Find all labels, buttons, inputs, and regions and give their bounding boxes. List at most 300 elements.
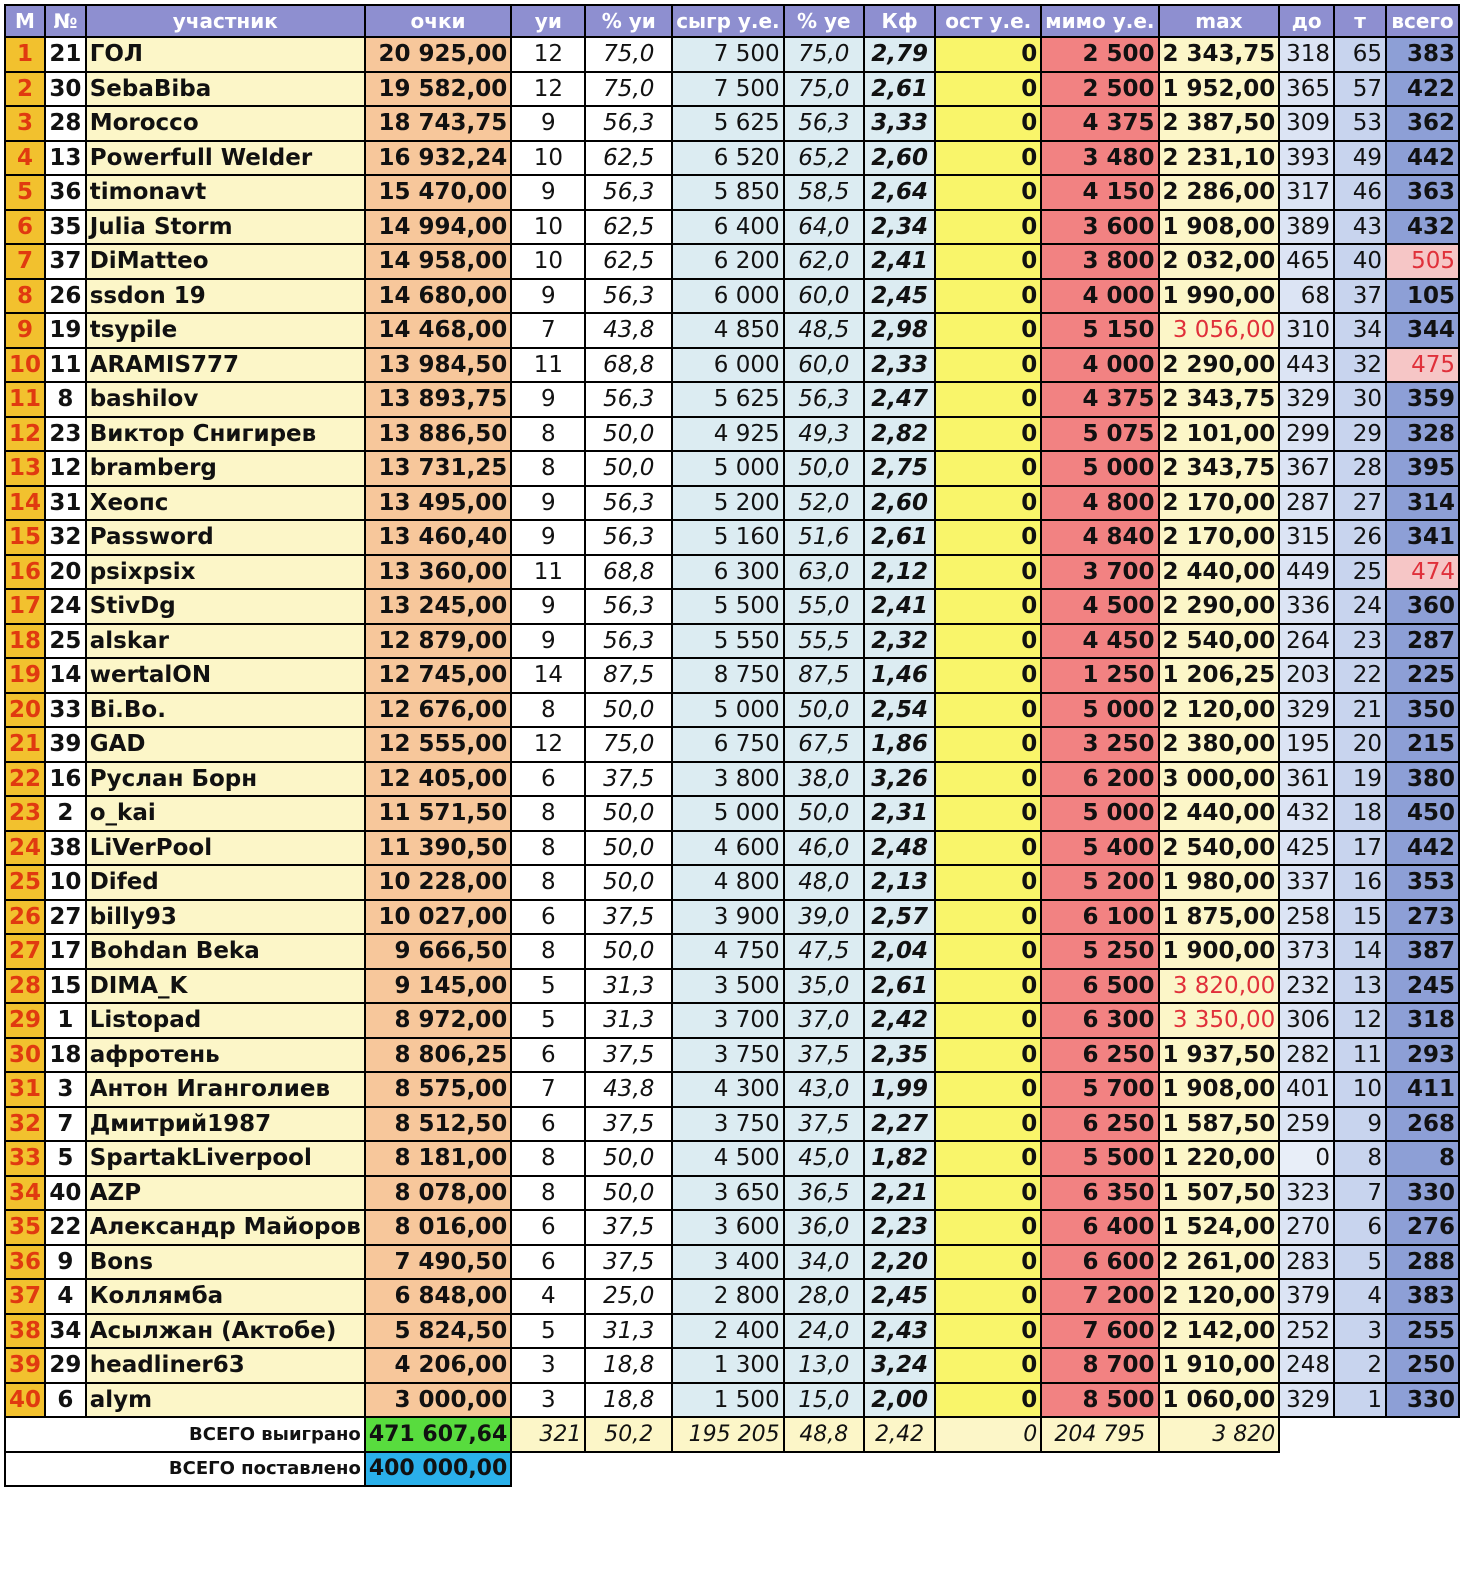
played-units-cell[interactable]: 3 750 <box>672 1107 783 1142</box>
ui-cell[interactable]: 5 <box>511 1314 585 1349</box>
coefficient-cell[interactable]: 3,26 <box>864 762 935 797</box>
max-cell[interactable]: 2 343,75 <box>1159 382 1280 417</box>
points-cell[interactable]: 13 460,40 <box>365 520 511 555</box>
units-percent-cell[interactable]: 38,0 <box>784 762 864 797</box>
remaining-units-cell[interactable]: 0 <box>935 1245 1041 1280</box>
ui-cell[interactable]: 10 <box>511 210 585 245</box>
missed-units-cell[interactable]: 4 375 <box>1041 106 1158 141</box>
coefficient-cell[interactable]: 2,75 <box>864 451 935 486</box>
max-cell[interactable]: 2 170,00 <box>1159 520 1280 555</box>
missed-units-cell[interactable]: 5 000 <box>1041 796 1158 831</box>
t-cell[interactable]: 17 <box>1334 831 1386 866</box>
max-cell[interactable]: 2 231,10 <box>1159 141 1280 176</box>
number-cell[interactable]: 20 <box>45 555 86 590</box>
ui-cell[interactable]: 7 <box>511 1072 585 1107</box>
played-units-cell[interactable]: 5 000 <box>672 693 783 728</box>
col-header-total[interactable]: всего <box>1386 5 1459 37</box>
max-cell[interactable]: 1 908,00 <box>1159 1072 1280 1107</box>
points-cell[interactable]: 12 405,00 <box>365 762 511 797</box>
coefficient-cell[interactable]: 1,46 <box>864 658 935 693</box>
max-cell[interactable]: 1 900,00 <box>1159 934 1280 969</box>
units-percent-cell[interactable]: 75,0 <box>784 72 864 107</box>
units-percent-cell[interactable]: 48,5 <box>784 313 864 348</box>
t-cell[interactable]: 34 <box>1334 313 1386 348</box>
units-percent-cell[interactable]: 37,0 <box>784 1003 864 1038</box>
number-cell[interactable]: 25 <box>45 624 86 659</box>
coefficient-cell[interactable]: 2,41 <box>864 244 935 279</box>
number-cell[interactable]: 38 <box>45 831 86 866</box>
total-cell[interactable]: 273 <box>1386 900 1459 935</box>
place-cell[interactable]: 15 <box>5 520 45 555</box>
place-cell[interactable]: 3 <box>5 106 45 141</box>
missed-units-cell[interactable]: 6 100 <box>1041 900 1158 935</box>
do-cell[interactable]: 393 <box>1279 141 1334 176</box>
do-cell[interactable]: 329 <box>1279 693 1334 728</box>
max-cell[interactable]: 3 056,00 <box>1159 313 1280 348</box>
max-cell[interactable]: 2 290,00 <box>1159 348 1280 383</box>
ui-cell[interactable]: 8 <box>511 1141 585 1176</box>
place-cell[interactable]: 24 <box>5 831 45 866</box>
participant-name-cell[interactable]: ГОЛ <box>86 37 365 72</box>
ui-cell[interactable]: 11 <box>511 348 585 383</box>
t-cell[interactable]: 65 <box>1334 37 1386 72</box>
units-percent-cell[interactable]: 43,0 <box>784 1072 864 1107</box>
participant-name-cell[interactable]: Difed <box>86 865 365 900</box>
place-cell[interactable]: 19 <box>5 658 45 693</box>
units-percent-cell[interactable]: 55,0 <box>784 589 864 624</box>
t-cell[interactable]: 53 <box>1334 106 1386 141</box>
units-percent-cell[interactable]: 56,3 <box>784 382 864 417</box>
max-cell[interactable]: 2 387,50 <box>1159 106 1280 141</box>
played-units-cell[interactable]: 4 925 <box>672 417 783 452</box>
points-cell[interactable]: 14 468,00 <box>365 313 511 348</box>
units-percent-cell[interactable]: 60,0 <box>784 279 864 314</box>
points-cell[interactable]: 13 886,50 <box>365 417 511 452</box>
place-cell[interactable]: 32 <box>5 1107 45 1142</box>
ui-percent-cell[interactable]: 37,5 <box>585 900 672 935</box>
points-cell[interactable]: 8 806,25 <box>365 1038 511 1073</box>
units-percent-cell[interactable]: 36,0 <box>784 1210 864 1245</box>
points-cell[interactable]: 8 016,00 <box>365 1210 511 1245</box>
remaining-units-cell[interactable]: 0 <box>935 1383 1041 1418</box>
total-cell[interactable]: 344 <box>1386 313 1459 348</box>
points-cell[interactable]: 8 181,00 <box>365 1141 511 1176</box>
place-cell[interactable]: 23 <box>5 796 45 831</box>
summary-played-units[interactable]: 195 205 <box>672 1417 783 1452</box>
t-cell[interactable]: 7 <box>1334 1176 1386 1211</box>
ui-cell[interactable]: 6 <box>511 762 585 797</box>
max-cell[interactable]: 2 540,00 <box>1159 831 1280 866</box>
place-cell[interactable]: 7 <box>5 244 45 279</box>
missed-units-cell[interactable]: 6 250 <box>1041 1038 1158 1073</box>
total-cell[interactable]: 442 <box>1386 141 1459 176</box>
do-cell[interactable]: 401 <box>1279 1072 1334 1107</box>
coefficient-cell[interactable]: 2,54 <box>864 693 935 728</box>
participant-name-cell[interactable]: ARAMIS777 <box>86 348 365 383</box>
units-percent-cell[interactable]: 64,0 <box>784 210 864 245</box>
ui-cell[interactable]: 9 <box>511 624 585 659</box>
missed-units-cell[interactable]: 6 500 <box>1041 969 1158 1004</box>
coefficient-cell[interactable]: 2,48 <box>864 831 935 866</box>
max-cell[interactable]: 2 540,00 <box>1159 624 1280 659</box>
ui-cell[interactable]: 10 <box>511 244 585 279</box>
participant-name-cell[interactable]: Julia Storm <box>86 210 365 245</box>
played-units-cell[interactable]: 7 500 <box>672 72 783 107</box>
played-units-cell[interactable]: 6 000 <box>672 279 783 314</box>
coefficient-cell[interactable]: 2,45 <box>864 1279 935 1314</box>
units-percent-cell[interactable]: 46,0 <box>784 831 864 866</box>
coefficient-cell[interactable]: 2,82 <box>864 417 935 452</box>
ui-percent-cell[interactable]: 50,0 <box>585 865 672 900</box>
place-cell[interactable]: 36 <box>5 1245 45 1280</box>
participant-name-cell[interactable]: SebaBiba <box>86 72 365 107</box>
remaining-units-cell[interactable]: 0 <box>935 1348 1041 1383</box>
units-percent-cell[interactable]: 37,5 <box>784 1038 864 1073</box>
t-cell[interactable]: 19 <box>1334 762 1386 797</box>
do-cell[interactable]: 425 <box>1279 831 1334 866</box>
max-cell[interactable]: 3 820,00 <box>1159 969 1280 1004</box>
missed-units-cell[interactable]: 5 000 <box>1041 451 1158 486</box>
place-cell[interactable]: 29 <box>5 1003 45 1038</box>
points-cell[interactable]: 12 879,00 <box>365 624 511 659</box>
place-cell[interactable]: 4 <box>5 141 45 176</box>
ui-cell[interactable]: 6 <box>511 1038 585 1073</box>
coefficient-cell[interactable]: 2,45 <box>864 279 935 314</box>
remaining-units-cell[interactable]: 0 <box>935 1038 1041 1073</box>
number-cell[interactable]: 15 <box>45 969 86 1004</box>
missed-units-cell[interactable]: 6 300 <box>1041 1003 1158 1038</box>
do-cell[interactable]: 373 <box>1279 934 1334 969</box>
total-cell[interactable]: 475 <box>1386 348 1459 383</box>
ui-percent-cell[interactable]: 37,5 <box>585 1107 672 1142</box>
remaining-units-cell[interactable]: 0 <box>935 175 1041 210</box>
place-cell[interactable]: 18 <box>5 624 45 659</box>
place-cell[interactable]: 16 <box>5 555 45 590</box>
missed-units-cell[interactable]: 5 075 <box>1041 417 1158 452</box>
coefficient-cell[interactable]: 2,61 <box>864 520 935 555</box>
remaining-units-cell[interactable]: 0 <box>935 969 1041 1004</box>
summary-units-percent[interactable]: 48,8 <box>784 1417 864 1452</box>
coefficient-cell[interactable]: 2,27 <box>864 1107 935 1142</box>
remaining-units-cell[interactable]: 0 <box>935 1107 1041 1142</box>
do-cell[interactable]: 389 <box>1279 210 1334 245</box>
ui-percent-cell[interactable]: 75,0 <box>585 37 672 72</box>
remaining-units-cell[interactable]: 0 <box>935 313 1041 348</box>
missed-units-cell[interactable]: 5 700 <box>1041 1072 1158 1107</box>
total-cell[interactable]: 383 <box>1386 37 1459 72</box>
units-percent-cell[interactable]: 39,0 <box>784 900 864 935</box>
coefficient-cell[interactable]: 2,20 <box>864 1245 935 1280</box>
missed-units-cell[interactable]: 4 500 <box>1041 589 1158 624</box>
missed-units-cell[interactable]: 2 500 <box>1041 72 1158 107</box>
remaining-units-cell[interactable]: 0 <box>935 727 1041 762</box>
col-header-missed-units[interactable]: мимо у.е. <box>1041 5 1158 37</box>
total-cell[interactable]: 276 <box>1386 1210 1459 1245</box>
do-cell[interactable]: 0 <box>1279 1141 1334 1176</box>
t-cell[interactable]: 29 <box>1334 417 1386 452</box>
ui-percent-cell[interactable]: 37,5 <box>585 1210 672 1245</box>
played-units-cell[interactable]: 6 300 <box>672 555 783 590</box>
units-percent-cell[interactable]: 55,5 <box>784 624 864 659</box>
max-cell[interactable]: 1 587,50 <box>1159 1107 1280 1142</box>
remaining-units-cell[interactable]: 0 <box>935 279 1041 314</box>
units-percent-cell[interactable]: 35,0 <box>784 969 864 1004</box>
coefficient-cell[interactable]: 2,00 <box>864 1383 935 1418</box>
points-cell[interactable]: 18 743,75 <box>365 106 511 141</box>
units-percent-cell[interactable]: 36,5 <box>784 1176 864 1211</box>
units-percent-cell[interactable]: 75,0 <box>784 37 864 72</box>
played-units-cell[interactable]: 6 520 <box>672 141 783 176</box>
max-cell[interactable]: 2 380,00 <box>1159 727 1280 762</box>
total-cell[interactable]: 341 <box>1386 520 1459 555</box>
do-cell[interactable]: 248 <box>1279 1348 1334 1383</box>
ui-cell[interactable]: 4 <box>511 1279 585 1314</box>
ui-cell[interactable]: 6 <box>511 1107 585 1142</box>
place-cell[interactable]: 17 <box>5 589 45 624</box>
remaining-units-cell[interactable]: 0 <box>935 141 1041 176</box>
col-header-participant[interactable]: участник <box>86 5 365 37</box>
ui-cell[interactable]: 9 <box>511 106 585 141</box>
participant-name-cell[interactable]: LiVerPool <box>86 831 365 866</box>
played-units-cell[interactable]: 4 600 <box>672 831 783 866</box>
total-cell[interactable]: 360 <box>1386 589 1459 624</box>
t-cell[interactable]: 32 <box>1334 348 1386 383</box>
remaining-units-cell[interactable]: 0 <box>935 762 1041 797</box>
t-cell[interactable]: 14 <box>1334 934 1386 969</box>
total-cell[interactable]: 268 <box>1386 1107 1459 1142</box>
number-cell[interactable]: 17 <box>45 934 86 969</box>
remaining-units-cell[interactable]: 0 <box>935 624 1041 659</box>
do-cell[interactable]: 283 <box>1279 1245 1334 1280</box>
ui-cell[interactable]: 8 <box>511 1176 585 1211</box>
do-cell[interactable]: 299 <box>1279 417 1334 452</box>
ui-percent-cell[interactable]: 56,3 <box>585 589 672 624</box>
max-cell[interactable]: 2 120,00 <box>1159 1279 1280 1314</box>
missed-units-cell[interactable]: 5 500 <box>1041 1141 1158 1176</box>
ui-percent-cell[interactable]: 31,3 <box>585 1314 672 1349</box>
t-cell[interactable]: 15 <box>1334 900 1386 935</box>
do-cell[interactable]: 323 <box>1279 1176 1334 1211</box>
coefficient-cell[interactable]: 1,82 <box>864 1141 935 1176</box>
place-cell[interactable]: 9 <box>5 313 45 348</box>
ui-percent-cell[interactable]: 56,3 <box>585 486 672 521</box>
t-cell[interactable]: 22 <box>1334 658 1386 693</box>
total-cell[interactable]: 225 <box>1386 658 1459 693</box>
points-cell[interactable]: 10 228,00 <box>365 865 511 900</box>
number-cell[interactable]: 33 <box>45 693 86 728</box>
do-cell[interactable]: 465 <box>1279 244 1334 279</box>
ui-cell[interactable]: 5 <box>511 1003 585 1038</box>
do-cell[interactable]: 361 <box>1279 762 1334 797</box>
missed-units-cell[interactable]: 7 600 <box>1041 1314 1158 1349</box>
played-units-cell[interactable]: 3 500 <box>672 969 783 1004</box>
max-cell[interactable]: 2 343,75 <box>1159 451 1280 486</box>
total-cell[interactable]: 505 <box>1386 244 1459 279</box>
number-cell[interactable]: 39 <box>45 727 86 762</box>
do-cell[interactable]: 282 <box>1279 1038 1334 1073</box>
place-cell[interactable]: 37 <box>5 1279 45 1314</box>
total-cell[interactable]: 450 <box>1386 796 1459 831</box>
points-cell[interactable]: 20 925,00 <box>365 37 511 72</box>
col-header-played-units[interactable]: сыгр у.е. <box>672 5 783 37</box>
max-cell[interactable]: 2 440,00 <box>1159 555 1280 590</box>
remaining-units-cell[interactable]: 0 <box>935 348 1041 383</box>
units-percent-cell[interactable]: 50,0 <box>784 796 864 831</box>
t-cell[interactable]: 9 <box>1334 1107 1386 1142</box>
units-percent-cell[interactable]: 63,0 <box>784 555 864 590</box>
max-cell[interactable]: 1 507,50 <box>1159 1176 1280 1211</box>
number-cell[interactable]: 27 <box>45 900 86 935</box>
number-cell[interactable]: 5 <box>45 1141 86 1176</box>
place-cell[interactable]: 38 <box>5 1314 45 1349</box>
number-cell[interactable]: 22 <box>45 1210 86 1245</box>
remaining-units-cell[interactable]: 0 <box>935 1314 1041 1349</box>
total-cell[interactable]: 442 <box>1386 831 1459 866</box>
played-units-cell[interactable]: 5 625 <box>672 382 783 417</box>
total-cell[interactable]: 387 <box>1386 934 1459 969</box>
total-cell[interactable]: 250 <box>1386 1348 1459 1383</box>
points-cell[interactable]: 13 360,00 <box>365 555 511 590</box>
summary-bet-points[interactable]: 400 000,00 <box>365 1452 511 1487</box>
participant-name-cell[interactable]: bramberg <box>86 451 365 486</box>
remaining-units-cell[interactable]: 0 <box>935 417 1041 452</box>
remaining-units-cell[interactable]: 0 <box>935 1003 1041 1038</box>
do-cell[interactable]: 259 <box>1279 1107 1334 1142</box>
ui-percent-cell[interactable]: 37,5 <box>585 1038 672 1073</box>
do-cell[interactable]: 258 <box>1279 900 1334 935</box>
participant-name-cell[interactable]: tsypile <box>86 313 365 348</box>
remaining-units-cell[interactable]: 0 <box>935 106 1041 141</box>
units-percent-cell[interactable]: 60,0 <box>784 348 864 383</box>
participant-name-cell[interactable]: ssdon 19 <box>86 279 365 314</box>
place-cell[interactable]: 40 <box>5 1383 45 1418</box>
do-cell[interactable]: 329 <box>1279 382 1334 417</box>
units-percent-cell[interactable]: 51,6 <box>784 520 864 555</box>
max-cell[interactable]: 2 142,00 <box>1159 1314 1280 1349</box>
total-cell[interactable]: 318 <box>1386 1003 1459 1038</box>
do-cell[interactable]: 287 <box>1279 486 1334 521</box>
played-units-cell[interactable]: 3 700 <box>672 1003 783 1038</box>
t-cell[interactable]: 23 <box>1334 624 1386 659</box>
col-header-do[interactable]: до <box>1279 5 1334 37</box>
max-cell[interactable]: 2 261,00 <box>1159 1245 1280 1280</box>
place-cell[interactable]: 5 <box>5 175 45 210</box>
total-cell[interactable]: 350 <box>1386 693 1459 728</box>
do-cell[interactable]: 379 <box>1279 1279 1334 1314</box>
max-cell[interactable]: 1 980,00 <box>1159 865 1280 900</box>
max-cell[interactable]: 1 524,00 <box>1159 1210 1280 1245</box>
t-cell[interactable]: 18 <box>1334 796 1386 831</box>
ui-percent-cell[interactable]: 37,5 <box>585 762 672 797</box>
ui-cell[interactable]: 9 <box>511 175 585 210</box>
ui-cell[interactable]: 8 <box>511 693 585 728</box>
remaining-units-cell[interactable]: 0 <box>935 451 1041 486</box>
coefficient-cell[interactable]: 2,35 <box>864 1038 935 1073</box>
played-units-cell[interactable]: 3 650 <box>672 1176 783 1211</box>
ui-percent-cell[interactable]: 37,5 <box>585 1245 672 1280</box>
points-cell[interactable]: 3 000,00 <box>365 1383 511 1418</box>
ui-percent-cell[interactable]: 75,0 <box>585 72 672 107</box>
points-cell[interactable]: 14 958,00 <box>365 244 511 279</box>
ui-percent-cell[interactable]: 25,0 <box>585 1279 672 1314</box>
number-cell[interactable]: 32 <box>45 520 86 555</box>
played-units-cell[interactable]: 4 500 <box>672 1141 783 1176</box>
number-cell[interactable]: 24 <box>45 589 86 624</box>
max-cell[interactable]: 2 440,00 <box>1159 796 1280 831</box>
ui-percent-cell[interactable]: 50,0 <box>585 693 672 728</box>
number-cell[interactable]: 14 <box>45 658 86 693</box>
place-cell[interactable]: 14 <box>5 486 45 521</box>
do-cell[interactable]: 310 <box>1279 313 1334 348</box>
played-units-cell[interactable]: 3 800 <box>672 762 783 797</box>
participant-name-cell[interactable]: billy93 <box>86 900 365 935</box>
participant-name-cell[interactable]: Bi.Bo. <box>86 693 365 728</box>
total-cell[interactable]: 330 <box>1386 1176 1459 1211</box>
do-cell[interactable]: 337 <box>1279 865 1334 900</box>
number-cell[interactable]: 7 <box>45 1107 86 1142</box>
ui-cell[interactable]: 6 <box>511 1245 585 1280</box>
played-units-cell[interactable]: 5 000 <box>672 796 783 831</box>
summary-ui[interactable]: 321 <box>511 1417 585 1452</box>
total-cell[interactable]: 422 <box>1386 72 1459 107</box>
points-cell[interactable]: 13 495,00 <box>365 486 511 521</box>
participant-name-cell[interactable]: афротень <box>86 1038 365 1073</box>
max-cell[interactable]: 2 032,00 <box>1159 244 1280 279</box>
ui-percent-cell[interactable]: 50,0 <box>585 831 672 866</box>
t-cell[interactable]: 10 <box>1334 1072 1386 1107</box>
participant-name-cell[interactable]: headliner63 <box>86 1348 365 1383</box>
total-cell[interactable]: 353 <box>1386 865 1459 900</box>
played-units-cell[interactable]: 8 750 <box>672 658 783 693</box>
total-cell[interactable]: 362 <box>1386 106 1459 141</box>
points-cell[interactable]: 13 893,75 <box>365 382 511 417</box>
coefficient-cell[interactable]: 2,64 <box>864 175 935 210</box>
missed-units-cell[interactable]: 4 000 <box>1041 279 1158 314</box>
missed-units-cell[interactable]: 6 350 <box>1041 1176 1158 1211</box>
points-cell[interactable]: 8 972,00 <box>365 1003 511 1038</box>
participant-name-cell[interactable]: Password <box>86 520 365 555</box>
missed-units-cell[interactable]: 3 600 <box>1041 210 1158 245</box>
missed-units-cell[interactable]: 4 450 <box>1041 624 1158 659</box>
coefficient-cell[interactable]: 2,61 <box>864 969 935 1004</box>
points-cell[interactable]: 14 994,00 <box>365 210 511 245</box>
t-cell[interactable]: 11 <box>1334 1038 1386 1073</box>
t-cell[interactable]: 2 <box>1334 1348 1386 1383</box>
number-cell[interactable]: 36 <box>45 175 86 210</box>
total-cell[interactable]: 314 <box>1386 486 1459 521</box>
remaining-units-cell[interactable]: 0 <box>935 1279 1041 1314</box>
played-units-cell[interactable]: 6 750 <box>672 727 783 762</box>
max-cell[interactable]: 1 952,00 <box>1159 72 1280 107</box>
ui-cell[interactable]: 10 <box>511 141 585 176</box>
place-cell[interactable]: 13 <box>5 451 45 486</box>
total-cell[interactable]: 474 <box>1386 555 1459 590</box>
points-cell[interactable]: 9 145,00 <box>365 969 511 1004</box>
number-cell[interactable]: 37 <box>45 244 86 279</box>
points-cell[interactable]: 9 666,50 <box>365 934 511 969</box>
ui-percent-cell[interactable]: 56,3 <box>585 624 672 659</box>
ui-percent-cell[interactable]: 18,8 <box>585 1348 672 1383</box>
do-cell[interactable]: 306 <box>1279 1003 1334 1038</box>
points-cell[interactable]: 12 555,00 <box>365 727 511 762</box>
participant-name-cell[interactable]: bashilov <box>86 382 365 417</box>
participant-name-cell[interactable]: Хеопс <box>86 486 365 521</box>
coefficient-cell[interactable]: 2,12 <box>864 555 935 590</box>
do-cell[interactable]: 365 <box>1279 72 1334 107</box>
place-cell[interactable]: 2 <box>5 72 45 107</box>
number-cell[interactable]: 2 <box>45 796 86 831</box>
coefficient-cell[interactable]: 1,99 <box>864 1072 935 1107</box>
